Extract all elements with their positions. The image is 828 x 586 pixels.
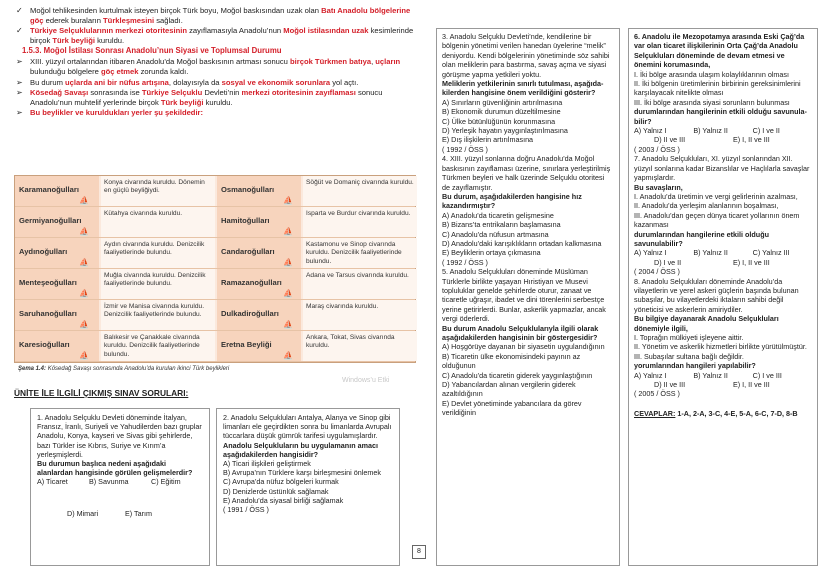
beylik-location: Adana ve Tarsus civarında kuruldu.	[303, 269, 417, 299]
q4-source: ( 1992 / ÖSS )	[442, 257, 488, 267]
q8-question: Bu bilgiye dayanarak Anadolu Selçukluları dönemiyle ilgili,	[634, 314, 779, 333]
bullet-item	[14, 26, 422, 45]
bullet-text: ederek buraların	[43, 15, 104, 25]
q1-option-c: C) Eğitim	[151, 477, 181, 487]
bullet-text: Bu beylikler ve kuruldukları yerler şu şekildedir:	[30, 108, 204, 118]
q7-option-b: B) Yalnız II	[693, 248, 728, 258]
q8-option-c: C) I ve III	[752, 370, 782, 380]
bullet-text: Türkleşmesini	[103, 15, 155, 25]
beylik-table	[14, 175, 416, 363]
bullet-mark: ➢	[16, 57, 23, 67]
bullet-text: Türkiye Selçuklularının merkezi otoritesinin	[30, 26, 187, 36]
bullet-item	[14, 108, 422, 118]
bullet-item	[14, 57, 422, 76]
q4-option-b: B) Bizans’ta entrikaların başlamasına	[442, 220, 561, 230]
bullet-text: sosyal ve ekonomik sorunlara	[221, 77, 331, 87]
ship-icon: ⛵	[79, 196, 89, 205]
q8-item-1: I. Toprağın mülkiyeti işleyene aittir.	[634, 333, 744, 342]
beylik-name: Candaroğulları	[217, 238, 301, 268]
ship-icon: ⛵	[79, 351, 89, 360]
answer-key-values: 1-A, 2-A, 3-C, 4-E, 5-A, 6-C, 7-D, 8-B	[675, 408, 798, 418]
q4-option-a: A) Anadolu’da ticaretin gelişmesine	[442, 210, 554, 220]
q2-stem: 2. Anadolu Selçukluları Antalya, Alanya ve Sinop gibi limanları ele geçirdikten sonra bu limanlarda Avrupalı tüccarlara düşük gümrük tarifesi uygulamışlardır.	[223, 413, 392, 441]
beylik-name: Aydınoğulları	[15, 238, 99, 268]
q3-option-b: B) Ekonomik durumun düzeltilmesine	[442, 107, 561, 117]
q1-options-row1	[37, 477, 203, 486]
page-number: 8	[412, 545, 426, 559]
beylik-location: Kütahya civarında kuruldu.	[101, 207, 215, 237]
q8-stem: 8. Anadolu Selçukluları döneminde Anadolu’da vilayetlerin ve yerel askeri güçlerin başında bulunan subaşılar, bu vilayetlerdeki iktaların sahibi değil yöneticisi ve askerlerin amiriydiler.	[634, 276, 799, 314]
beylik-name: Menteşeoğulları	[15, 269, 99, 299]
beylik-row	[15, 238, 415, 269]
caption-label: Şema 1.4:	[18, 366, 47, 372]
q4-option-d: D) Anadolu’daki karışıklıkların ortadan kalkmasına	[442, 238, 602, 248]
bullet-mark: ➢	[16, 108, 23, 118]
q7-options-row2	[634, 258, 812, 267]
q4-stem: 4. XIII. yüzyıl sonlarına doğru Anadolu’da Moğol baskısının zayıflaması üzerine, sınırlara yerleştirilmiş Türkmen beyleri ve halk üzerinde Selçuklu otoritesi de zayıflamıştır.	[442, 154, 611, 192]
q2-source: ( 1991 / ÖSS )	[223, 505, 269, 515]
q8-question-2: yorumlarından hangileri yapılabilir?	[634, 361, 756, 371]
bullet-text: Türk beyliği	[52, 35, 95, 45]
bullet-text: uçların	[375, 57, 401, 67]
answer-key-label: CEVAPLAR:	[634, 408, 676, 418]
beylik-name: Ramazanoğulları	[217, 269, 301, 299]
q5-option-b: B) Ticaretin ülke ekonomisindeki payının az olduğunun	[442, 351, 581, 371]
bullet-text: kesimlerinde birçok	[30, 26, 414, 45]
q6-question: durumlarından hangilerinin etkili olduğu savunula-bilir?	[634, 107, 807, 126]
bullet-text: Devleti’nin	[202, 88, 242, 98]
beylik-location: Kastamonu ve Sinop civarında kuruldu. Denizcilik faaliyetlerinde bulundu.	[303, 238, 417, 268]
bullet-text: Kösedağ Savaşı	[30, 88, 89, 98]
ship-icon: ⛵	[79, 320, 89, 329]
q2-option-b: B) Avrupa’nın Türklere karşı birleşmesini önlemek	[223, 468, 381, 478]
beylik-row	[15, 176, 415, 207]
beylik-row	[15, 300, 415, 331]
beylik-location: Konya civarında kuruldu. Dönemin en güçlü beyliğiydi.	[101, 176, 215, 206]
bullet-mark: ➢	[16, 77, 23, 87]
bullet-text: sonrasında ise	[88, 88, 142, 98]
q2-question: Anadolu Selçukluların bu uygulamanın amacı aşağıdakilerden hangisidir?	[223, 440, 378, 459]
beylik-location: Balıkesir ve Çanakkale civarında kuruldu. Denizcilik faaliyetlerinde bulundu.	[101, 331, 215, 361]
beylik-name: Germiyanoğulları	[15, 207, 99, 237]
ship-icon: ⛵	[283, 196, 293, 205]
beylik-location: Muğla civarında kuruldu. Denizcilik faaliyetlerinde bulundu.	[101, 269, 215, 299]
q7-option-c: C) Yalnız III	[752, 248, 790, 258]
beylik-name: Karesioğulları	[15, 331, 99, 361]
q1-option-e: E) Tarım	[125, 508, 153, 518]
q6-option-b: B) Yalnız II	[693, 126, 728, 136]
ship-icon: ⛵	[283, 320, 293, 329]
q2-option-e: E) Anadolu’da siyasal birliği sağlamak	[223, 495, 344, 505]
q5-option-e: E) Devlet yönetiminde yabancılara da görev verildiğinin	[442, 398, 582, 418]
q7-stem: 7. Anadolu Selçukluları, XI. yüzyıl sonlarından XII. yüzyıl sonlarına kadar Bizanslılar ve Haçlılarla savaşlar yapmışlardır.	[634, 154, 810, 183]
bullet-text: yol açtı.	[330, 77, 359, 87]
bullet-item	[14, 88, 422, 107]
q6-option-c: C) I ve II	[752, 126, 780, 136]
q6-options-row2	[634, 135, 812, 144]
bullets-top	[14, 6, 422, 45]
bullet-item	[14, 78, 422, 88]
bullet-text: bulunduğu bölgelere	[30, 66, 101, 76]
q8-item-3: III. Subaşılar sultana bağlı değildir.	[634, 351, 744, 361]
ship-icon: ⛵	[283, 351, 293, 360]
column-4-box	[628, 28, 818, 566]
beylik-location: Isparta ve Burdur civarında kuruldu.	[303, 207, 417, 237]
q7-question: durumlarından hangilerine etkili olduğu savunulabilir?	[634, 229, 769, 248]
q8-item-2: II. Yönetim ve askerlik hizmetleri birlikte yürütülmüştür.	[634, 342, 807, 352]
section-subheading: 1.5.3. Moğol İstilası Sonrası Anadolu’nun Siyasi ve Toplumsal Durumu	[22, 46, 282, 56]
table-caption	[18, 366, 229, 372]
bullet-text: sağladı.	[154, 15, 183, 25]
column-3-box	[436, 28, 620, 566]
beylik-name: Saruhanoğulları	[15, 300, 99, 330]
q3-option-e: E) Dış ilişkilerin artırılmasına	[442, 135, 534, 145]
unit-questions-title: ÜNİTE İLE İLGİLİ ÇIKMIŞ SINAV SORULARI:	[14, 388, 189, 398]
question-2-box	[216, 408, 400, 566]
q1-option-a: A) Ticaret	[37, 477, 68, 487]
left-column	[14, 6, 422, 119]
q3-option-c: C) Ülke bütünlüğünün korunmasına	[442, 116, 556, 126]
beylik-row	[15, 207, 415, 238]
q5-option-a: A) Hoşgörüye dayanan bir siyasetin uygulandığının	[442, 342, 605, 352]
ship-icon: ⛵	[283, 258, 293, 267]
q5-stem: 5. Anadolu Selçukluları döneminde Müslüman Türklerle birlikte yaşayan Hıristiyan ve Musevi topluluklar genelde şehirlerde oturur, zanaat ve ticaretle uğraşır, ibadet ve dini törenlerini serbestçe yerine getirirlerdi. Bunlar, askerlik yapmazlar, ancak vergi öderlerdi.	[442, 267, 606, 324]
beylik-name: Karamanoğulları	[15, 176, 99, 206]
q6-option-a: A) Yalnız I	[634, 126, 667, 136]
beylik-location: Aydın civarında kuruldu. Denizcilik faaliyetlerinde bulundu.	[101, 238, 215, 268]
q3-option-a: A) Sınırların güvenliğinin artırılmasına	[442, 97, 563, 107]
q8-option-e: E) I, II ve III	[733, 380, 770, 390]
bullet-text: Bu durum	[30, 77, 66, 87]
beylik-row	[15, 269, 415, 300]
beylik-location: Maraş civarında kuruldu.	[303, 300, 417, 330]
q1-option-b: B) Savunma	[89, 477, 129, 487]
beylik-name: Eretna Beyliği	[217, 331, 301, 361]
windows-watermark: Windows’u Etki	[342, 377, 390, 384]
q6-item-1: I. İki bölge arasında ulaşım kolaylıklarının olması	[634, 69, 790, 79]
beylik-location: İzmir ve Manisa civarında kuruldu. Denizcilik faaliyetlerinde bulundu.	[101, 300, 215, 330]
q6-options-row1	[634, 126, 812, 135]
ship-icon: ⛵	[283, 227, 293, 236]
caption-text: Kösedağ Savaşı sonrasında Anadolu’da kurulan ikinci Türk beylikleri	[46, 366, 230, 372]
bullet-text: XIII. yüzyıl ortalarından itibaren Anadolu’da Moğol baskısının artması sonucu	[30, 57, 291, 67]
bullet-text: Türk beyliği	[160, 97, 204, 107]
q7-option-a: A) Yalnız I	[634, 248, 667, 258]
q7-item-3: III. Anadolu’dan geçen dünya ticaret yollarının önem kazanması	[634, 210, 800, 230]
q1-option-d: D) Mimari	[67, 508, 99, 518]
q8-source: ( 2005 / ÖSS )	[634, 389, 680, 399]
q5-option-d: D) Yabancılardan alınan vergilerin giderek azaltıldığının	[442, 380, 576, 399]
q7-source: ( 2004 / ÖSS )	[634, 267, 680, 277]
beylik-location: Ankara, Tokat, Sivas civarında kuruldu.	[303, 331, 417, 361]
q7-item-1: I. Anadolu’da üretimin ve vergi gelirlerinin azalması,	[634, 191, 798, 201]
q1-question: Bu durumun başlıca nedeni aşağıdaki alanlardan hangisinde görülen gelişmelerdir?	[37, 459, 193, 478]
q3-source: ( 1992 / ÖSS )	[442, 144, 488, 154]
q1-stem: 1. Anadolu Selçuklu Devleti döneminde İtalyan, Fransız, İranlı, Suriyeli ve Yahudilerden bazı gruplar Anadolu, Konya, kayseri ve Sivas gibi şehirlerde, bazı Türkler ise Kıbrıs, Suriye ve Kırım’a yerleşmişlerdi.	[37, 413, 202, 459]
q8-options-row1	[634, 371, 812, 380]
ship-icon: ⛵	[79, 289, 89, 298]
beylik-name: Osmanoğulları	[217, 176, 301, 206]
q6-source: ( 2003 / ÖSS )	[634, 144, 680, 154]
bullet-mark: ✓	[16, 26, 23, 36]
q8-option-d: D) II ve III	[654, 380, 686, 390]
beylik-name: Hamitoğulları	[217, 207, 301, 237]
bullet-text: uçlarda ani bir nüfus artışına	[65, 77, 169, 87]
question-1-box	[30, 408, 210, 566]
q6-option-e: E) I, II ve III	[733, 135, 770, 145]
ship-icon: ⛵	[79, 227, 89, 236]
q3-stem: 3. Anadolu Selçuklu Devleti’nde, kendilerine bir bölgenin yönetimi verilen hanedan üyelerine “melik” deniyordu. Kendi bölgelerinin yönetiminde söz sahibi olan meliklerin para bastırma, savaş açma ve siyasi görüşme yapma yetkileri yoktu.	[442, 32, 610, 79]
bullet-text: göç etmek	[100, 66, 139, 76]
q7-intro: Bu savaşların,	[634, 182, 683, 192]
q2-option-a: A) Ticari ilişkileri geliştirmek	[223, 459, 311, 469]
bullet-text: ,	[371, 57, 376, 67]
q5-option-c: C) Anadolu’da ticaretin giderek yaygınlaştığının	[442, 370, 593, 380]
q2-option-d: D) Denizlerde üstünlük sağlamak	[223, 486, 329, 496]
q7-option-e: E) I, II ve III	[733, 257, 770, 267]
bullet-text: sonucu Anadolu’nun muhtelif yerlerinde birçok	[30, 88, 383, 107]
bullets-bottom	[14, 57, 422, 118]
ship-icon: ⛵	[79, 258, 89, 267]
q1-options-row2	[37, 509, 203, 518]
q6-item-3: III. İki bölge arasında siyasi sorunların bulunması	[634, 97, 790, 107]
ship-icon: ⛵	[283, 289, 293, 298]
bullet-text: zayıflamasıyla Anadolu’nun	[187, 26, 284, 36]
bullet-item	[14, 6, 422, 25]
q7-item-2: II. Anadolu’da yerleşim alanlarının boşalması,	[634, 201, 779, 211]
q6-option-d: D) II ve III	[654, 135, 686, 145]
q4-option-c: C) Anadolu’da nüfusun artmasına	[442, 229, 549, 239]
q4-question: Bu durum, aşağıdakilerden hangisine hız kazandırmıştır?	[442, 191, 582, 211]
answer-key	[634, 409, 812, 418]
q7-options-row1	[634, 248, 812, 257]
q8-option-a: A) Yalnız I	[634, 370, 667, 380]
q2-option-c: C) Avrupa’da nüfuz bölgeleri kurmak	[223, 477, 339, 487]
q7-option-d: D) I ve II	[654, 257, 682, 267]
beylik-row	[15, 331, 415, 362]
bullet-text: zorunda kaldı.	[138, 66, 189, 76]
bullet-text: kuruldu.	[203, 97, 233, 107]
bullet-mark: ✓	[16, 6, 23, 15]
bullet-text: , dolayısıyla da	[168, 77, 222, 87]
bullet-text: Türkiye Selçuklu	[141, 88, 203, 98]
bullet-text: Batı Anadolu bölgelerine göç	[30, 6, 411, 25]
q4-option-e: E) Beyliklerin ortaya çıkmasına	[442, 248, 541, 258]
beylik-name: Dulkadiroğulları	[217, 300, 301, 330]
q6-stem: 6. Anadolu ile Mezopotamya arasında Eski Çağ’da var olan ticaret ilişkilerinin Orta Çağ’da Anadolu Selçukluları döneminde de devam etmesi ve önemini korumasında,	[634, 32, 805, 70]
q3-option-d: D) Yerleşik hayatın yaygınlaştırılmasına	[442, 126, 568, 136]
bullet-text: Moğol tehlikesinden kurtulmak isteyen birçok Türk boyu, Moğol baskısından uzak olan	[30, 6, 322, 15]
q5-question: Bu durum Anadolu Selçuklularıyla ilgili olarak aşağıdakilerden hangisinin bir göstergesidir?	[442, 323, 599, 342]
bullet-text: kuruldu.	[95, 35, 125, 45]
q6-item-2: II. İki bölgenin üretimlerinin birbirinin gereksinimlerini karşılayacak nitelikte olması	[634, 79, 801, 98]
bullet-text: Moğol istilasından uzak	[283, 26, 369, 36]
bullet-text: birçok Türkmen batıya	[290, 57, 372, 67]
bullet-text: merkezi otoritesinin zayıflaması	[241, 88, 356, 98]
bullet-mark: ➢	[16, 88, 23, 98]
beylik-location: Söğüt ve Domaniç civarında kuruldu.	[303, 176, 417, 206]
q3-question: Meliklerin yetkilerinin sınırlı tutulması, aşağıda-kilerden hangisine önem verildiğini gösterir?	[442, 79, 604, 98]
q8-option-b: B) Yalnız II	[693, 370, 728, 380]
q8-options-row2	[634, 380, 812, 389]
